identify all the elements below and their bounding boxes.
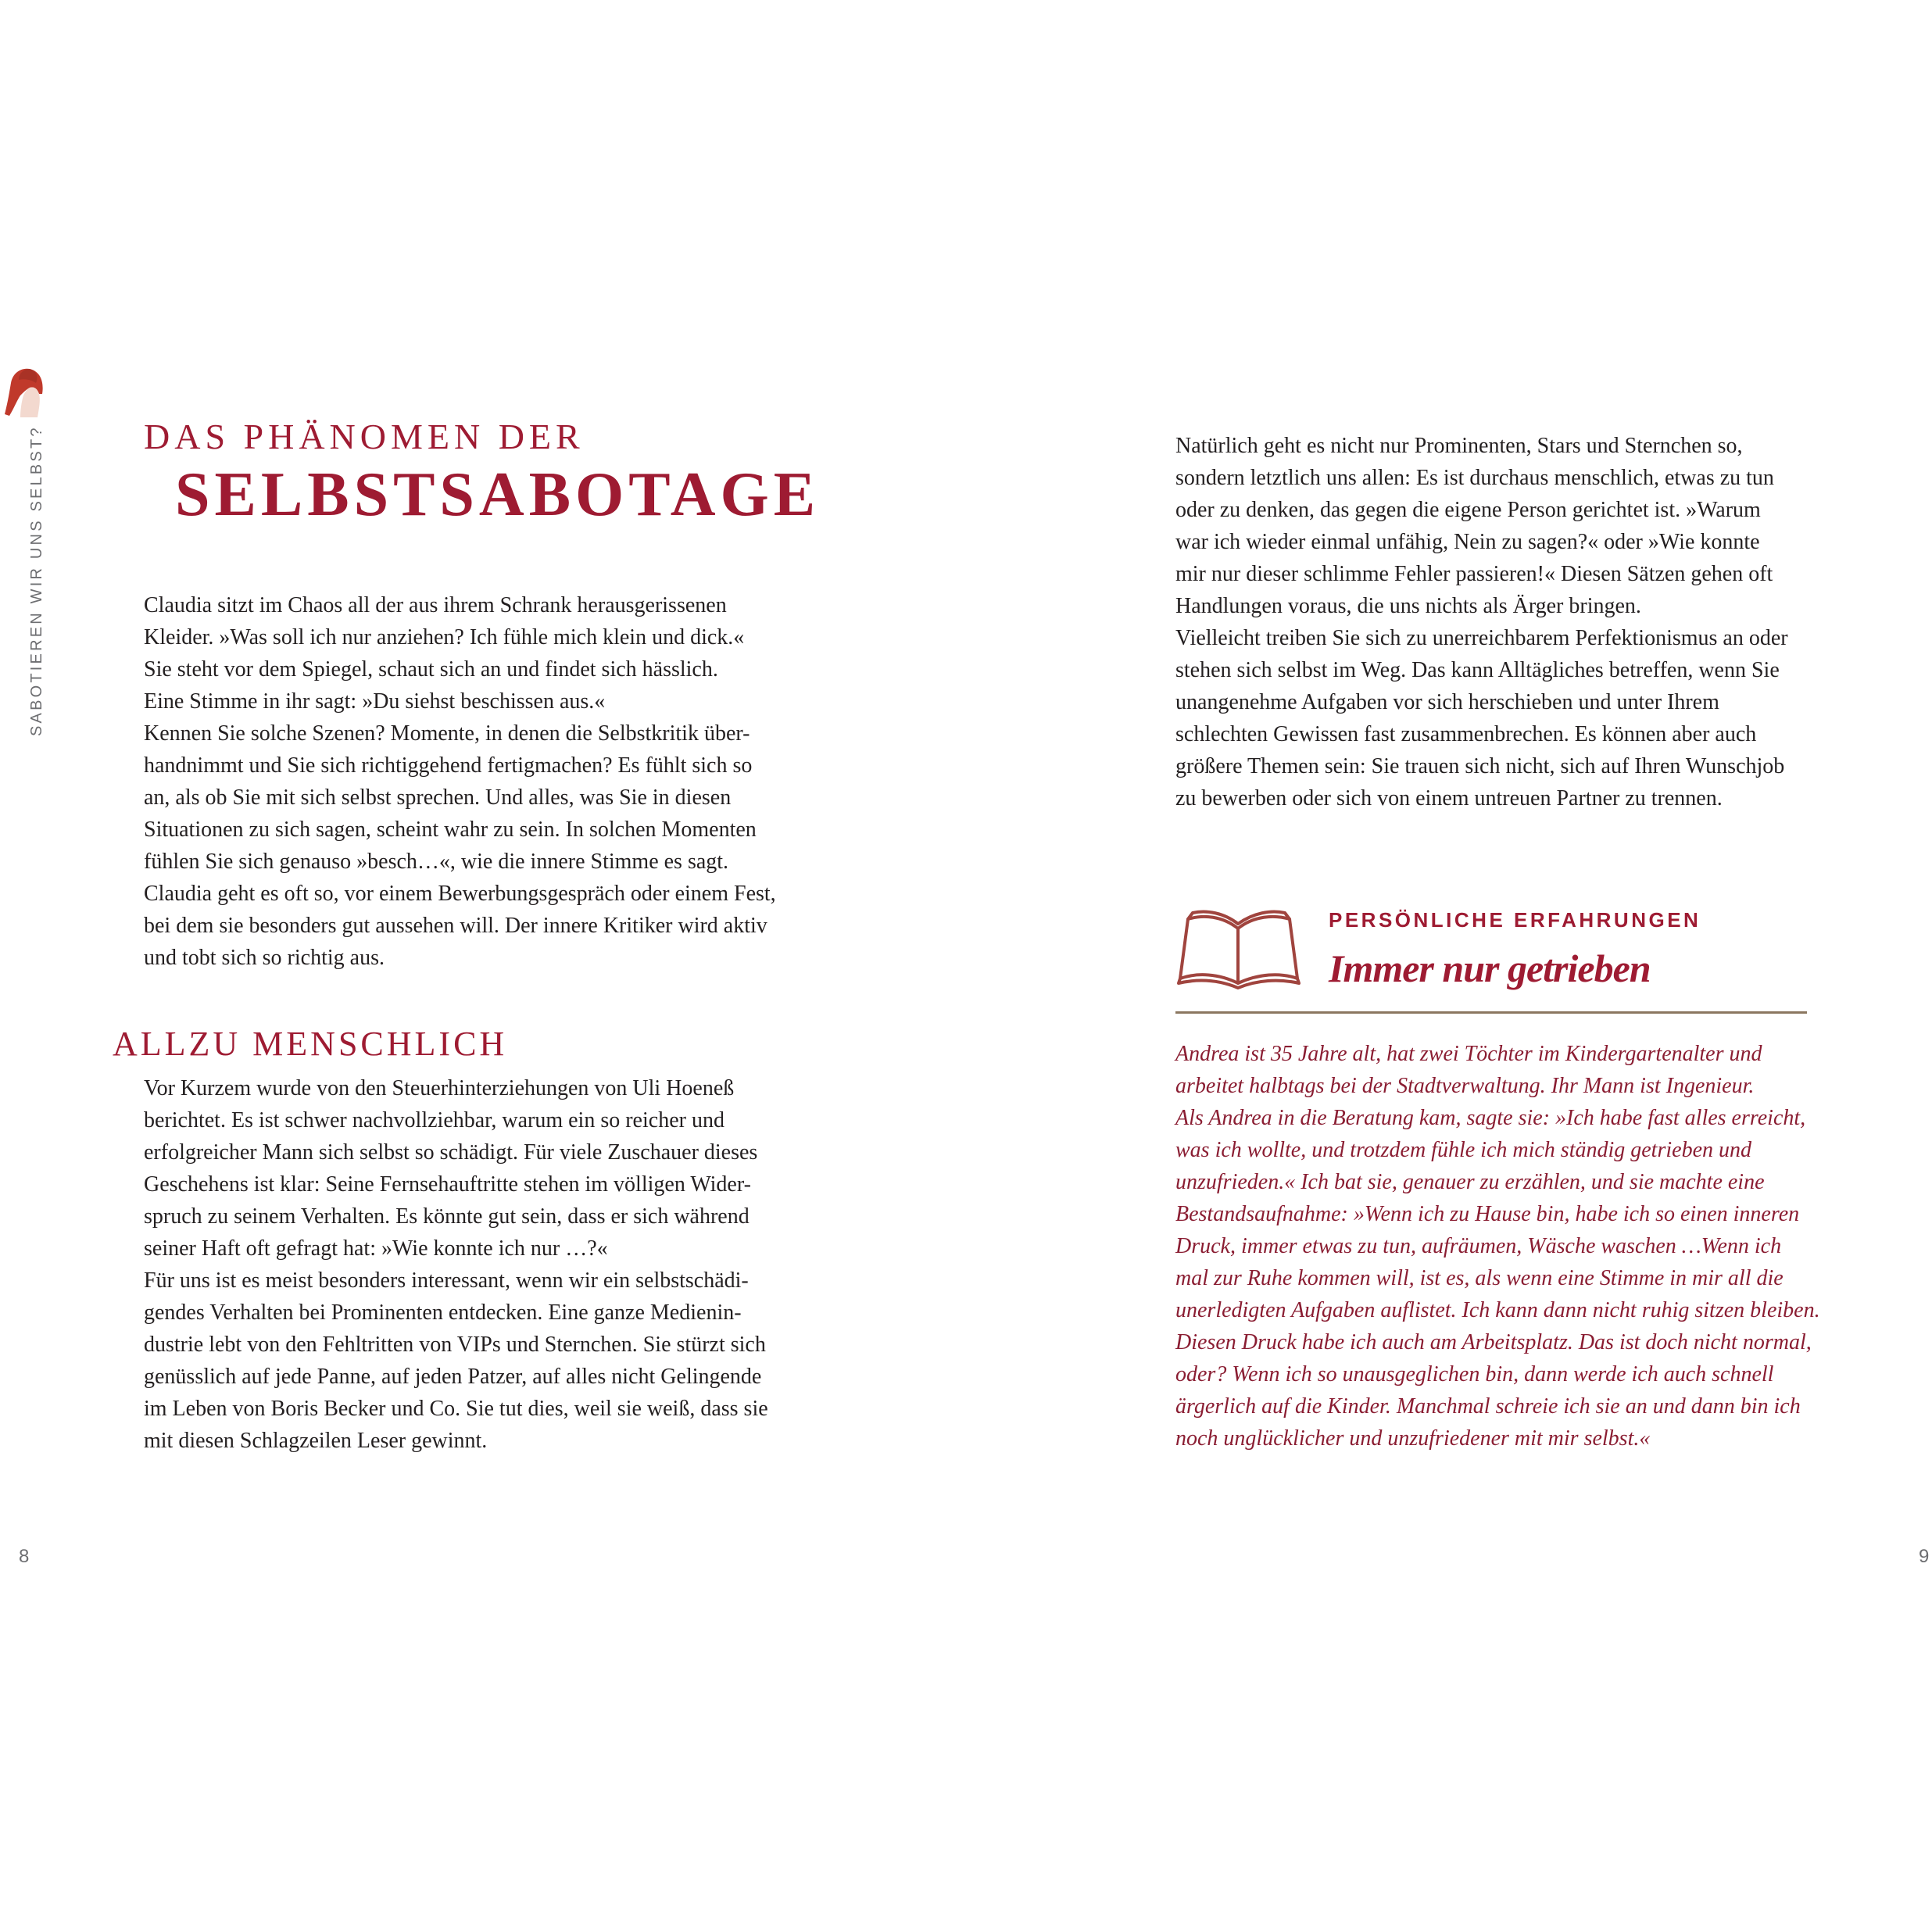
text-line: zu bewerben oder sich von einem untreuen Partner zu trennen. — [1175, 786, 1723, 810]
text-line: Für uns ist es meist besonders interessant, wenn wir ein selbstschädi- — [144, 1268, 749, 1293]
text-line: Diesen Druck habe ich auch am Arbeitsplatz. Das ist doch nicht normal, — [1175, 1330, 1812, 1354]
text-line: mal zur Ruhe kommen will, ist es, als wenn eine Stimme in mir all die — [1175, 1266, 1784, 1290]
text-line: arbeitet halbtags bei der Stadtverwaltung. Ihr Mann ist Ingenieur. — [1175, 1074, 1755, 1098]
text-line: spruch zu seinem Verhalten. Es könnte gut sein, dass er sich während — [144, 1204, 750, 1229]
text-line: Kleider. »Was soll ich nur anziehen? Ich fühle mich klein und dick.« — [144, 625, 745, 649]
woman-figure-icon — [3, 366, 47, 420]
text-line: seiner Haft oft gefragt hat: »Wie konnte ich nur …?« — [144, 1236, 608, 1261]
open-book-icon — [1175, 905, 1302, 989]
text-line: Vor Kurzem wurde von den Steuerhinterziehungen von Uli Hoeneß — [144, 1076, 735, 1100]
box-title: Immer nur getrieben — [1329, 946, 1651, 990]
text-line: sondern letztlich uns allen: Es ist durchaus menschlich, etwas zu tun — [1175, 466, 1774, 490]
experience-box-text — [1175, 1038, 1820, 1454]
section-heading: ALLZU MENSCHLICH — [113, 1025, 508, 1063]
text-line: Claudia sitzt im Chaos all der aus ihrem Schrank herausgerissenen — [144, 593, 727, 617]
text-line: genüsslich auf jede Panne, auf jeden Patzer, auf alles nicht Gelingende — [144, 1365, 762, 1389]
page-number-left: 8 — [19, 1546, 30, 1567]
text-line: Natürlich geht es nicht nur Prominenten, Stars und Sternchen so, — [1175, 434, 1743, 458]
text-line: fühlen Sie sich genauso »besch…«, wie die innere Stimme es sagt. — [144, 850, 729, 874]
text-line: Vielleicht treiben Sie sich zu unerreichbarem Perfektionismus an oder — [1175, 626, 1788, 650]
text-line: Geschehens ist klar: Seine Fernsehauftritte stehen im völligen Wider- — [144, 1172, 751, 1197]
text-line: größere Themen sein: Sie trauen sich nicht, sich auf Ihren Wunschjob — [1175, 754, 1785, 778]
text-line: unangenehme Aufgaben vor sich herschieben und unter Ihrem — [1175, 690, 1719, 714]
text-line: was ich wollte, und trotzdem fühle ich mich ständig getrieben und — [1175, 1138, 1751, 1162]
text-line: gendes Verhalten bei Prominenten entdecken. Eine ganze Medienin- — [144, 1301, 742, 1325]
text-line: Claudia geht es oft so, vor einem Bewerbungsgespräch oder einem Fest, — [144, 882, 776, 906]
section-paragraph — [144, 1072, 768, 1457]
text-line: noch unglücklicher und unzufriedener mit mir selbst.« — [1175, 1426, 1651, 1451]
text-line: schlechten Gewissen fast zusammenbrechen. Es können aber auch — [1175, 722, 1757, 746]
text-line: an, als ob Sie mit sich selbst sprechen. Und alles, was Sie in diesen — [144, 785, 732, 810]
text-line: und tobt sich so richtig aus. — [144, 946, 385, 970]
text-line: bei dem sie besonders gut aussehen will. Der innere Kritiker wird aktiv — [144, 914, 767, 938]
text-line: Bestandsaufnahme: »Wenn ich zu Hause bin, habe ich so einen inneren — [1175, 1202, 1800, 1226]
text-line: mir nur dieser schlimme Fehler passieren!« Diesen Sätzen gehen oft — [1175, 562, 1773, 586]
chapter-title: SELBSTSABOTAGE — [175, 460, 821, 529]
chapter-side-label: SABOTIEREN WIR UNS SELBST? — [28, 425, 45, 736]
text-line: erfolgreicher Mann sich selbst so schädigt. Für viele Zuschauer dieses — [144, 1140, 758, 1165]
text-line: oder zu denken, das gegen die eigene Person gerichtet ist. »Warum — [1175, 498, 1761, 522]
page-number-right: 9 — [1919, 1546, 1930, 1567]
text-line: Als Andrea in die Beratung kam, sagte sie: »Ich habe fast alles erreicht, — [1175, 1106, 1806, 1130]
text-line: mit diesen Schlagzeilen Leser gewinnt. — [144, 1429, 488, 1453]
intro-paragraph — [144, 589, 776, 974]
text-line: oder? Wenn ich so unausgeglichen bin, dann werde ich auch schnell — [1175, 1362, 1774, 1386]
text-line: Sie steht vor dem Spiegel, schaut sich an und findet sich hässlich. — [144, 657, 718, 682]
text-line: war ich wieder einmal unfähig, Nein zu sagen?« oder »Wie konnte — [1175, 530, 1760, 554]
chapter-kicker: DAS PHÄNOMEN DER — [144, 417, 585, 456]
text-line: Kennen Sie solche Szenen? Momente, in denen die Selbstkritik über- — [144, 721, 750, 746]
text-line: Eine Stimme in ihr sagt: »Du siehst beschissen aus.« — [144, 689, 606, 714]
text-line: dustrie lebt von den Fehltritten von VIPs und Sternchen. Sie stürzt sich — [144, 1333, 766, 1357]
text-line: unzufrieden.« Ich bat sie, genauer zu erzählen, und sie machte eine — [1175, 1170, 1765, 1194]
text-line: Druck, immer etwas zu tun, aufräumen, Wäsche waschen …Wenn ich — [1175, 1234, 1782, 1258]
text-line: Handlungen voraus, die uns nichts als Ärger bringen. — [1175, 594, 1641, 618]
text-line: handnimmt und Sie sich richtiggehend fertigmachen? Es fühlt sich so — [144, 753, 753, 778]
box-kicker: PERSÖNLICHE ERFAHRUNGEN — [1329, 908, 1701, 932]
text-line: stehen sich selbst im Weg. Das kann Alltägliches betreffen, wenn Sie — [1175, 658, 1780, 682]
text-line: berichtet. Es ist schwer nachvollziehbar, warum ein so reicher und — [144, 1108, 724, 1132]
right-body-paragraph — [1175, 430, 1788, 814]
text-line: Situationen zu sich sagen, scheint wahr zu sein. In solchen Momenten — [144, 818, 757, 842]
box-divider — [1175, 1011, 1807, 1014]
text-line: Andrea ist 35 Jahre alt, hat zwei Töchter im Kindergartenalter und — [1175, 1042, 1762, 1066]
text-line: unerledigten Aufgaben auflistet. Ich kann dann nicht ruhig sitzen bleiben. — [1175, 1298, 1820, 1322]
text-line: im Leben von Boris Becker und Co. Sie tut dies, weil sie weiß, dass sie — [144, 1397, 768, 1421]
text-line: ärgerlich auf die Kinder. Manchmal schreie ich sie an und dann bin ich — [1175, 1394, 1801, 1419]
